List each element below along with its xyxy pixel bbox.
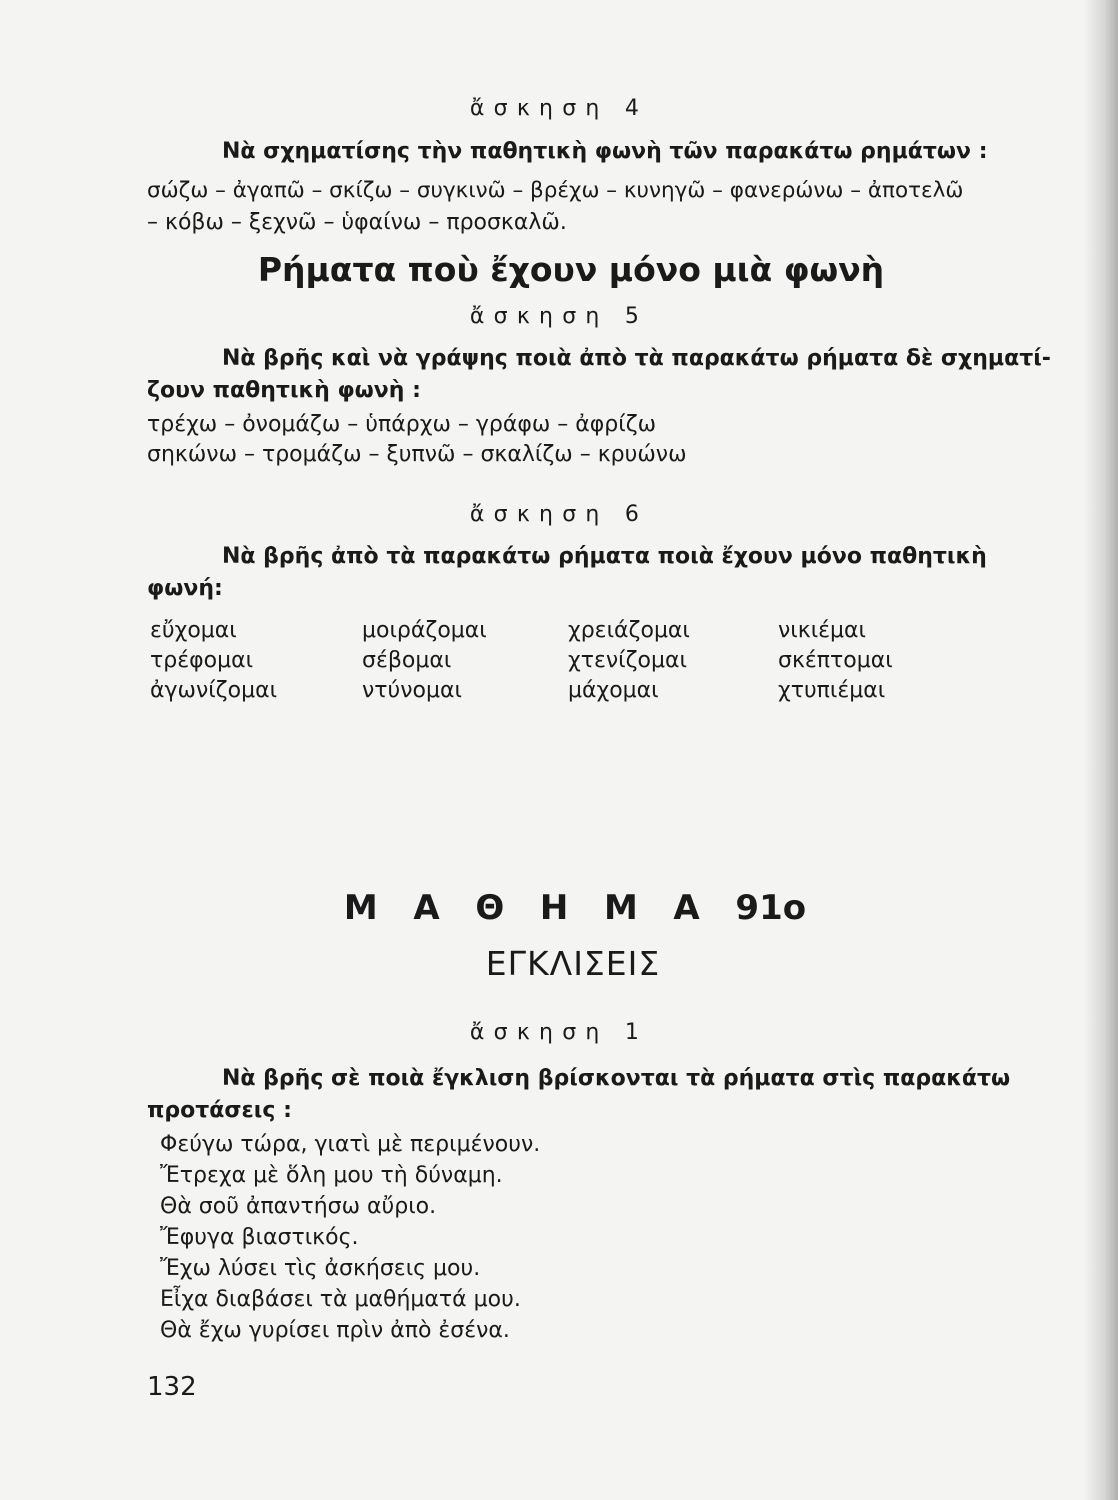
verb-cell: ἀγωνίζομαι	[150, 678, 278, 703]
verb-cell: εὔχομαι	[150, 618, 237, 643]
verb-cell: σέβομαι	[362, 648, 452, 673]
sentence: Ἔτρεχα μὲ ὅλη μου τὴ δύναμη.	[160, 1163, 503, 1188]
lesson-title-text: Μ Α Θ Η Μ Α	[343, 888, 712, 928]
verb-cell: τρέφομαι	[150, 648, 254, 673]
sentence: Θὰ ἔχω γυρίσει πρὶν ἀπὸ ἐσένα.	[160, 1318, 510, 1343]
section-title: Ρήματα ποὺ ἔχουν μόνο μιὰ φωνὴ	[257, 250, 885, 289]
exercise-5-line: τρέχω – ὀνομάζω – ὑπάρχω – γράφω – ἀφρίζω	[147, 412, 657, 437]
exercise-5-instruction: Νὰ βρῆς καὶ νὰ γράψης ποιὰ ἀπὸ τὰ παρακάτω ρήματα δὲ σχηματί-	[222, 346, 1051, 371]
page-edge-shadow	[1084, 0, 1118, 1500]
verb-cell: χρειάζομαι	[568, 618, 690, 643]
exercise-6-instruction-cont: φωνή:	[147, 576, 223, 601]
exercise-5-line: σηκώνω – τρομάζω – ξυπνῶ – σκαλίζω – κρυώνω	[147, 442, 687, 467]
exercise-5-heading: ἄσκηση 5	[469, 304, 649, 329]
exercise-5-instruction-cont: ζουν παθητικὴ φωνὴ :	[147, 378, 421, 403]
sentence: Θὰ σοῦ ἀπαντήσω αὔριο.	[160, 1194, 437, 1219]
verb-cell: ντύνομαι	[362, 678, 462, 703]
verb-cell: σκέπτομαι	[778, 648, 893, 673]
exercise-6-heading: ἄσκηση 6	[469, 502, 649, 527]
sentence: Εἶχα διαβάσει τὰ μαθήματά μου.	[160, 1287, 521, 1312]
sentence: Ἔχω λύσει τὶς ἀσκήσεις μου.	[160, 1256, 481, 1281]
verb-cell: μοιράζομαι	[362, 618, 487, 643]
lesson-subtitle: ΕΓΚΛΙΣΕΙΣ	[485, 944, 661, 983]
exercise-4-heading: ἄσκηση 4	[469, 96, 649, 121]
exercise-4-line: σώζω – ἀγαπῶ – σκίζω – συγκινῶ – βρέχω – κυνηγῶ – φανερώνω – ἀποτελῶ	[147, 178, 964, 203]
exercise-4-instruction: Νὰ σχηματίσης τὴν παθητικὴ φωνὴ τῶν παρακάτω ρημάτων :	[222, 139, 988, 164]
sentence: Φεύγω τώρα, γιατὶ μὲ περιμένουν.	[160, 1132, 541, 1157]
verb-cell: νικιέμαι	[778, 618, 866, 643]
sentence: Ἔφυγα βιαστικός.	[160, 1225, 359, 1250]
exercise-6-instruction: Νὰ βρῆς ἀπὸ τὰ παρακάτω ρήματα ποιὰ ἔχουν μόνο παθητικὴ	[222, 544, 987, 569]
verb-cell: χτυπιέμαι	[778, 678, 886, 703]
page-number: 132	[147, 1372, 197, 1402]
exercise-1-heading: ἄσκηση 1	[469, 1020, 649, 1045]
verb-cell: χτενίζομαι	[568, 648, 687, 673]
verb-cell: μάχομαι	[568, 678, 659, 703]
exercise-1-instruction: Νὰ βρῆς σὲ ποιὰ ἔγκλιση βρίσκονται τὰ ρήματα στὶς παρακάτω	[222, 1066, 1011, 1091]
lesson-title	[16, 888, 1118, 928]
exercise-1-instruction-cont: προτάσεις :	[147, 1098, 292, 1123]
exercise-4-line: – κόβω – ξεχνῶ – ὑφαίνω – προσκαλῶ.	[147, 210, 567, 235]
lesson-number: 91ο	[735, 888, 807, 928]
